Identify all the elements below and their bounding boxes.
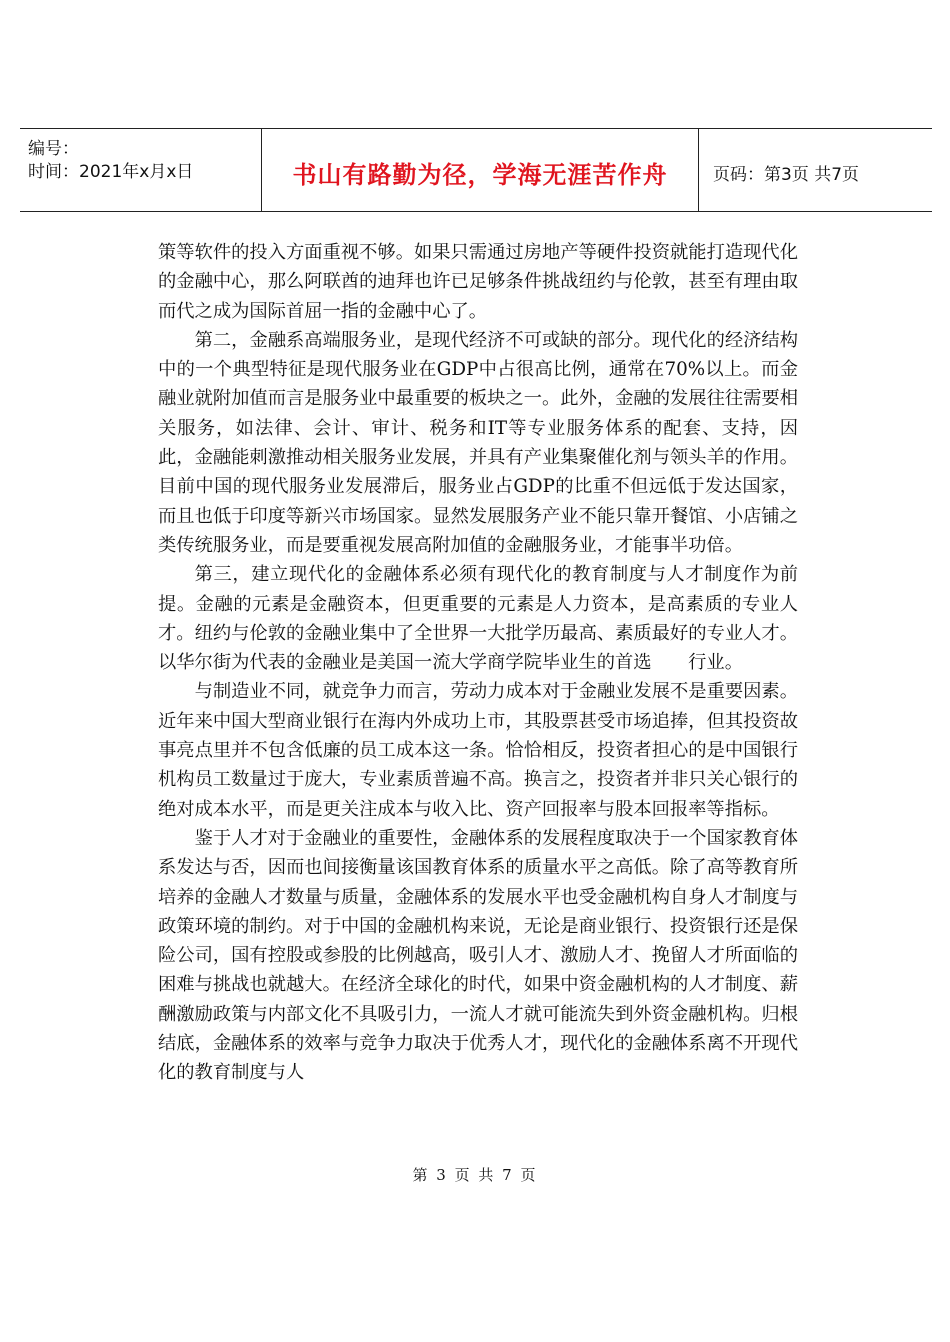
header-motto: 书山有路勤为径，学海无涯苦作舟	[292, 160, 668, 189]
document-header	[20, 128, 932, 212]
paragraph: 第二，金融系高端服务业，是现代经济不可或缺的部分。现代化的经济结构中的一个典型特征是现代服务业在GDP中占很高比例，通常在70%以上。而金融业就附加值而言是服务业中最重要的板块之一。此外，金融的发展往往需要相关服务，如法律、会计、审计、税务和IT等专业服务体系的配套、支持，因此，金融能刺激推动相关服务业发展，并具有产业集聚催化剂与领头羊的作用。目前中国的现代服务业发展滞后，服务业占GDP的比重不但远低于发达国家，而且也低于印度等新兴市场国家。显然发展服务产业不能只靠开餐馆、小店铺之类传统服务业，而是要重视发展高附加值的金融服务业，才能事半功倍。	[158, 329, 798, 556]
document-number-label: 编号：	[28, 139, 79, 159]
paragraph: 策等软件的投入方面重视不够。如果只需通过房地产等硬件投资就能打造现代化的金融中心，那么阿联酋的迪拜也许已足够条件挑战纽约与伦敦，甚至有理由取而代之成为国际首屈一指的金融中心了。	[158, 242, 798, 322]
paragraph: 鉴于人才对于金融业的重要性，金融体系的发展程度取决于一个国家教育体系发达与否，因而也间接衡量该国教育体系的质量水平之高低。除了高等教育所培养的金融人才数量与质量，金融体系的发展水平也受金融机构自身人才制度与政策环境的制约。对于中国的金融机构来说，无论是商业银行、投资银行还是保险公司，国有控股或参股的比例越高，吸引人才、激励人才、挽留人才所面临的困难与挑战也就越大。在经济全球化的时代，如果中资金融机构的人才制度、薪酬激励政策与内部文化不具吸引力，一流人才就可能流失到外资金融机构。归根结底，金融体系的效率与竞争力取决于优秀人才，现代化的金融体系离不开现代化的教育制度与人	[158, 827, 798, 1084]
paragraph: 与制造业不同，就竞争力而言，劳动力成本对于金融业发展不是重要因素。近年来中国大型商业银行在海内外成功上市，其股票甚受市场追捧，但其投资故事亮点里并不包含低廉的员工成本这一条。恰恰相反，投资者担心的是中国银行机构员工数量过于庞大，专业素质普遍不高。换言之，投资者并非只关心银行的绝对成本水平，而是更关注成本与收入比、资产回报率与股本回报率等指标。	[158, 681, 798, 820]
header-page-info: 页码：第3页 共7页	[713, 164, 860, 185]
page-footer: 第 3 页 共 7 页	[412, 1166, 538, 1184]
header-page-cell	[699, 129, 932, 211]
header-motto-cell	[262, 129, 699, 211]
document-time-label: 时间：2021年x月x日	[28, 162, 194, 182]
header-meta	[20, 129, 262, 211]
paragraph: 第三，建立现代化的金融体系必须有现代化的教育制度与人才制度作为前提。金融的元素是金融资本，但更重要的元素是人力资本，是高素质的专业人才。纽约与伦敦的金融业集中了全世界一大批学历最高、素质最好的专业人才。以华尔街为代表的金融业是美国一流大学商学院毕业生的首选 行业。	[158, 564, 798, 674]
document-body	[158, 238, 798, 1088]
